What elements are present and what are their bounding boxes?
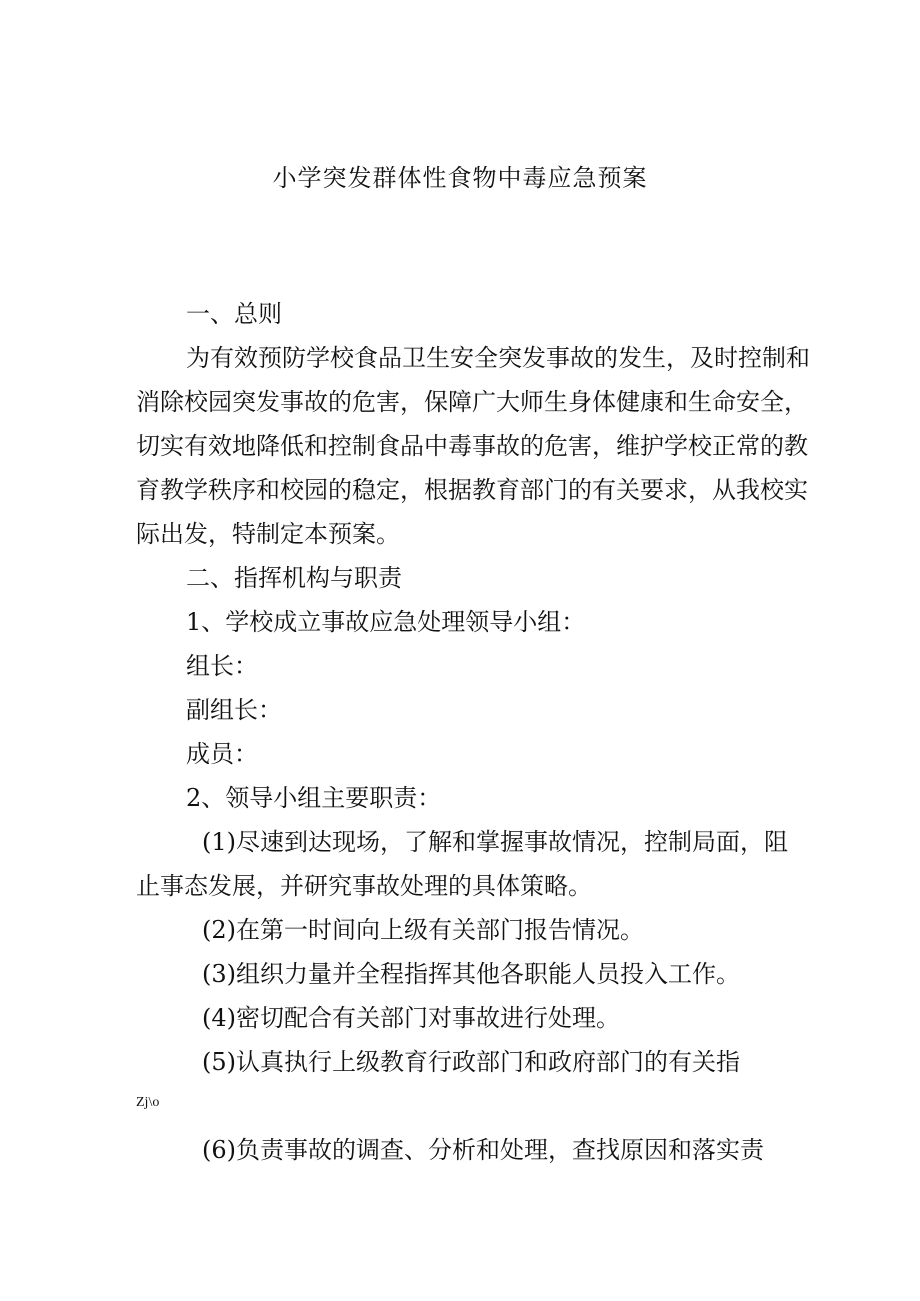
paragraph-line: 切实有效地降低和控制食品中毒事故的危害，维护学校正常的教 (136, 432, 808, 460)
field-label-members: 成员： (186, 740, 258, 768)
document-title: 小学突发群体性食物中毒应急预案 (272, 164, 648, 192)
section-heading-general: 一、总则 (186, 300, 282, 328)
duty-item: (1)尽速到达现场，了解和掌握事故情况，控制局面，阻 (202, 828, 788, 856)
duty-item: (6)负责事故的调查、分析和处理，查找原因和落实责 (202, 1136, 764, 1164)
paragraph-line: 消除校园突发事故的危害，保障广大师生身体健康和生命安全， (136, 388, 808, 416)
duty-item-continued: 止事态发展，并研究事故处理的具体策略。 (136, 872, 592, 900)
duty-item: (3)组织力量并全程指挥其他各职能人员投入工作。 (202, 960, 740, 988)
duty-item: (2)在第一时间向上级有关部门报告情况。 (202, 916, 644, 944)
field-label-deputy-leader: 副组长： (186, 696, 282, 724)
field-label-leader: 组长： (186, 652, 258, 680)
paragraph-line: 为有效预防学校食品卫生安全突发事故的发生，及时控制和 (186, 344, 810, 372)
paragraph-line: 际出发，特制定本预案。 (136, 520, 400, 548)
ocr-fragment: Zj\o (136, 1095, 160, 1110)
list-item: 2、领导小组主要职责： (186, 784, 442, 812)
duty-item: (4)密切配合有关部门对事故进行处理。 (202, 1004, 620, 1032)
section-heading-command: 二、指挥机构与职责 (186, 564, 402, 592)
list-item: 1、学校成立事故应急处理领导小组： (186, 608, 586, 636)
paragraph-line: 育教学秩序和校园的稳定，根据教育部门的有关要求，从我校实 (136, 476, 808, 504)
duty-item: (5)认真执行上级教育行政部门和政府部门的有关指 (202, 1048, 740, 1076)
